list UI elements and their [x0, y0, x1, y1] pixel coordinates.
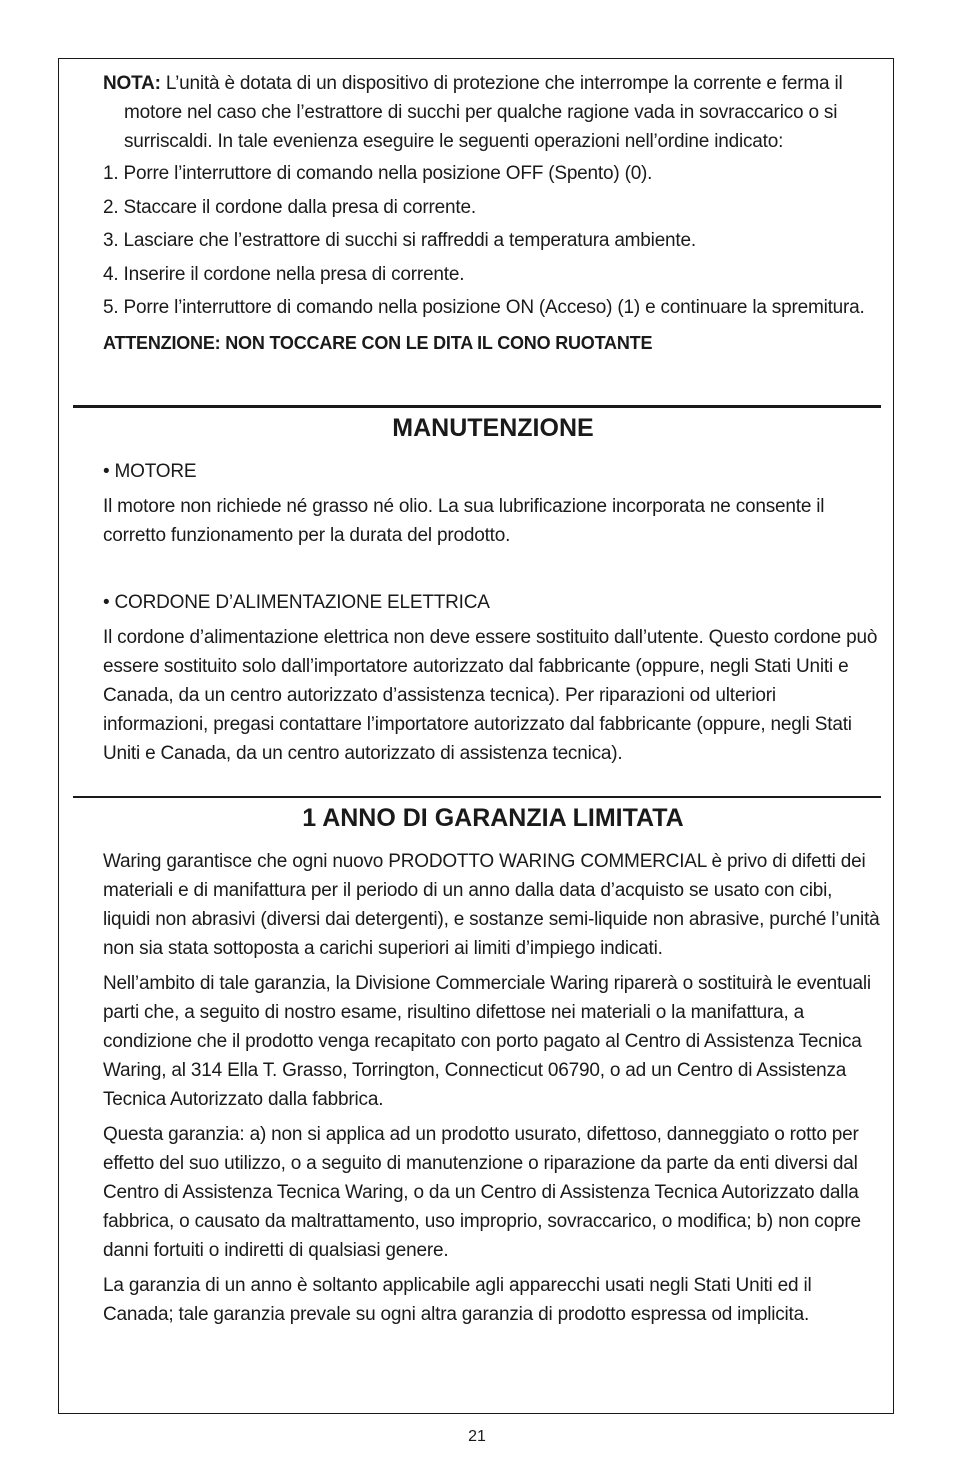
warranty-paragraph: Questa garanzia: a) non si applica ad un prodotto usurato, difettoso, danneggiato o rotto per effetto del suo utilizzo, o a seguito di manutenzione o riparazione da parte da enti diversi dal Centro di Assistenza Tecnica Waring, o da un Centro di Assistenza Tecnica Autorizzato dalla fabbrica, o causato da maltrattamento, uso improprio, sovraccarico, o modifica; b) non copre danni fortuiti o indiretti di qualsiasi genere. [103, 1124, 861, 1261]
warranty-paragraph: Nell’ambito di tale garanzia, la Divisione Commerciale Waring riparerà o sostituirà le eventuali parti che, a seguito di nostro esame, risultino difettose nei materiali o la manifattura, a condizione che il prodotto venga recapitato con porto pagato al Centro di Assistenza Tecnica Waring, al 314 Ella T. Grasso, Torrington, Connecticut 06790, o ad un Centro di Assistenza Tecnica Autorizzato dalla fabbrica. [103, 973, 871, 1110]
warranty-paragraph: Waring garantisce che ogni nuovo PRODOTTO WARING COMMERCIAL è privo di difetti dei materiali e di manifattura per il periodo di un anno dalla data d’acquisto se usato con cibi, liquidi non abrasivi (diversi dai detergenti), e sostanze semi-liquide non abrasive, purché l’unità non sia stata sottoposta a carichi superiori ai limiti d’impiego indicati. [103, 851, 880, 959]
page-number: 21 [468, 1428, 486, 1445]
note-text: L’unità è dotata di un dispositivo di protezione che interrompe la corrente e ferma il motore nel caso che l’estrattore di succhi per qualche ragione vada in sovraccarico o si surriscaldi. In tale evenienza eseguire le seguenti operazioni nell’ordine indicato: [124, 73, 843, 152]
motor-heading: • MOTORE [103, 461, 197, 482]
step-item: 4. Inserire il cordone nella presa di corrente. [103, 263, 465, 285]
warranty-title: 1 ANNO DI GARANZIA LIMITATA [302, 804, 684, 832]
warning-text: ATTENZIONE: NON TOCCARE CON LE DITA IL CONO RUOTANTE [103, 333, 653, 353]
section-divider [73, 796, 881, 798]
note-paragraph [103, 69, 883, 156]
warranty-paragraph: La garanzia di un anno è soltanto applicabile agli apparecchi usati negli Stati Uniti ed il Canada; tale garanzia prevale su ogni altra garanzia di prodotto espressa od implicita. [103, 1275, 812, 1325]
step-item: 5. Porre l’interruttore di comando nella posizione ON (Acceso) (1) e continuare la spremitura. [103, 297, 865, 318]
page-frame [58, 58, 894, 1414]
cord-block [103, 588, 883, 774]
note-label: NOTA: [103, 73, 161, 94]
warranty-body [103, 847, 883, 1335]
steps-list [103, 159, 883, 327]
step-item: 2. Staccare il cordone dalla presa di corrente. [103, 196, 476, 218]
motor-text: Il motore non richiede né grasso né olio. La sua lubrificazione incorporata ne consente il corretto funzionamento per la durata del prodotto. [103, 496, 825, 546]
cord-heading: • CORDONE D’ALIMENTAZIONE ELETTRICA [103, 592, 490, 613]
note-block [103, 69, 883, 156]
cord-text: Il cordone d’alimentazione elettrica non deve essere sostituito dall’utente. Questo cordone può essere sostituito solo dall’importatore autorizzato dal fabbricante (oppure, negli Stati Uniti e Canada, da un centro autorizzato d’assistenza tecnica). Per riparazioni od ulteriori informazioni, pregasi contattare l’importatore autorizzato dal fabbricante (oppure, negli Stati Uniti e Canada, da un centro autorizzato di assistenza tecnica). [103, 627, 878, 764]
step-item: 3. Lasciare che l’estrattore di succhi si raffreddi a temperatura ambiente. [103, 230, 696, 251]
motor-block [103, 457, 883, 556]
step-item: 1. Porre l’interruttore di comando nella posizione OFF (Spento) (0). [103, 163, 653, 184]
section-divider [73, 405, 881, 408]
maintenance-title: MANUTENZIONE [392, 414, 594, 442]
